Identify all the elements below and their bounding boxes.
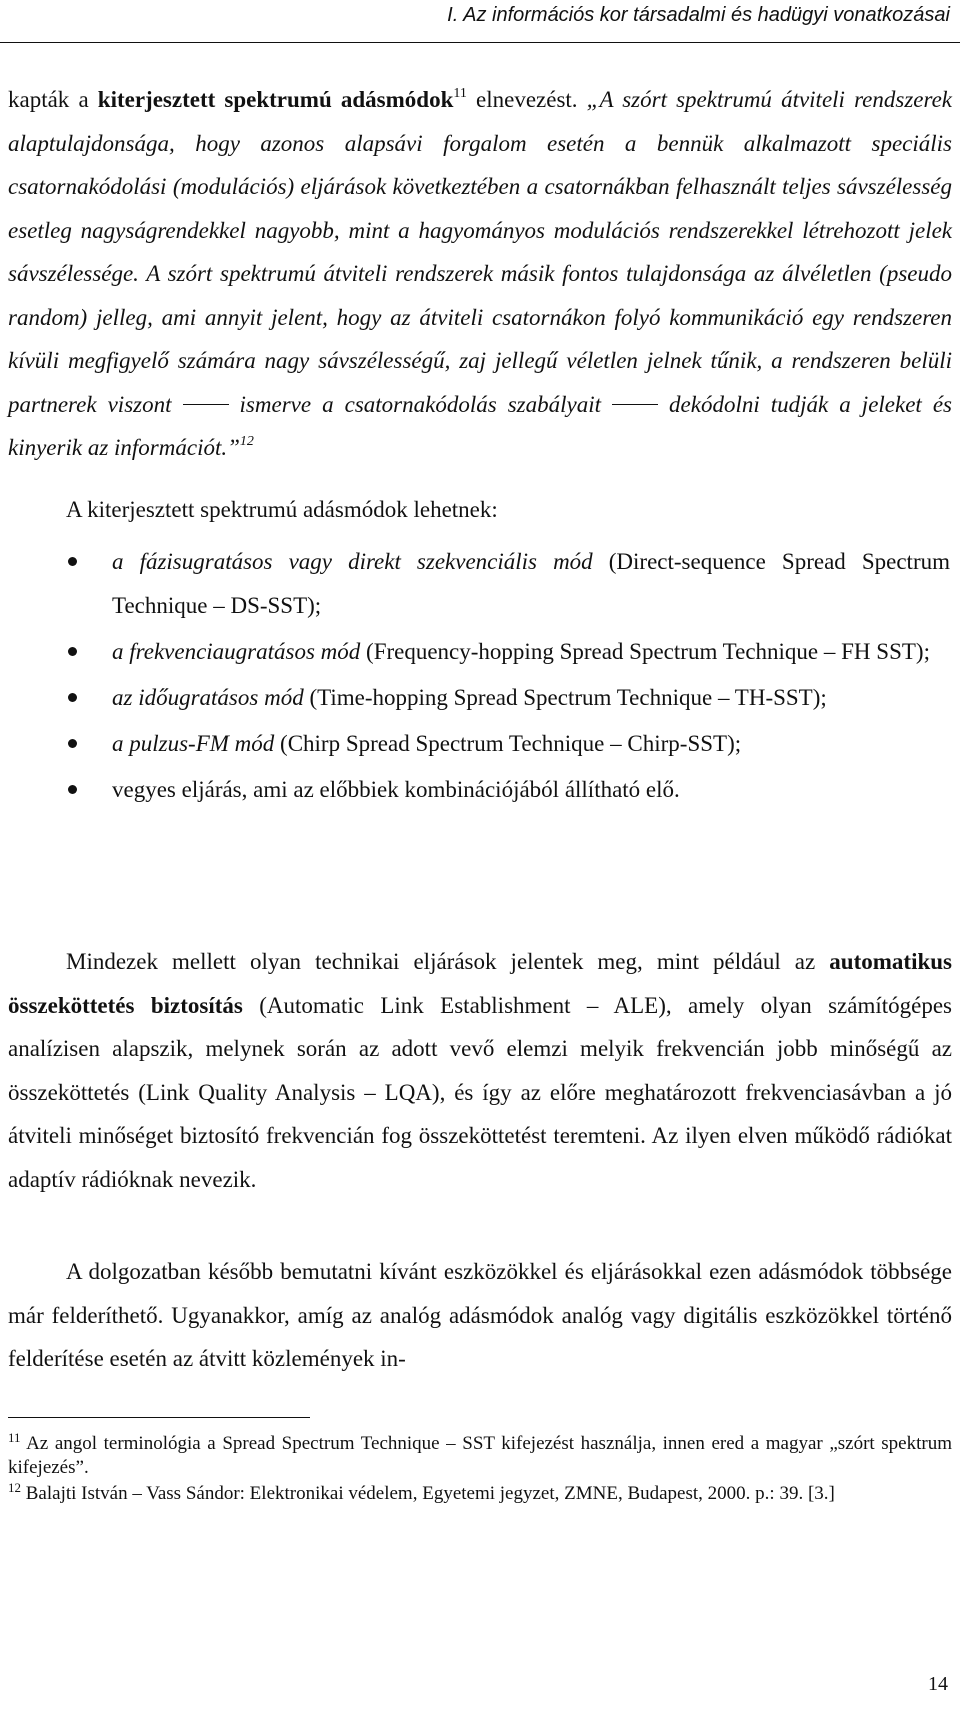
list-item-text: (Time-hopping Spread Spectrum Technique – TH-SST);	[303, 685, 827, 710]
list-item-term: a fázisugratásos vagy direkt szekvenciális mód	[112, 549, 593, 574]
list-item	[0, 722, 960, 766]
bullet-dot	[68, 739, 77, 748]
bold-term: kiterjesztett spektrumú adásmódok	[97, 87, 454, 112]
dash-line	[183, 404, 229, 405]
list-item-text: vegyes eljárás, ami az előbbiek kombinációjából állítható elő.	[112, 777, 680, 802]
footnote-text: Balajti István – Vass Sándor: Elektronikai védelem, Egyetemi jegyzet, ZMNE, Budapest, 2000. p.: 39. [3.]	[21, 1483, 835, 1504]
list-item	[0, 540, 960, 628]
quote-text: ismerve a csatornakódolás szabályait	[228, 391, 613, 417]
list-item-term: a pulzus-FM mód	[112, 731, 275, 756]
footnote-ref-11[interactable]: 11	[453, 86, 467, 101]
bold-term: automatikus összeköttetés biztosítás	[8, 949, 952, 1018]
running-header	[0, 0, 960, 42]
list-item	[0, 768, 960, 812]
list-item-text: (Chirp Spread Spectrum Technique – Chirp-SST);	[274, 731, 742, 756]
footnote-11	[8, 1432, 952, 1480]
paragraph-ale	[8, 940, 952, 1201]
list-item	[0, 676, 960, 720]
footnote-rule	[8, 1417, 310, 1418]
bullet-dot	[68, 647, 77, 656]
list-item-text: (Direct-sequence Spread Spectrum Technique – DS-SST);	[112, 549, 950, 618]
mode-list	[0, 540, 960, 814]
paragraph-spread-spectrum	[8, 78, 952, 470]
paragraph-detection: A dolgozatban később bemutatni kívánt eszközökkel és eljárásokkal ezen adásmódok többsége már felderíthető. Ugyanakkor, amíg az analóg adásmódok analóg vagy digitális eszközökkel történő felderítése esetén az átvitt közlemények in-	[8, 1259, 952, 1371]
quote-text: dekódolni tudják a jeleket és kinyerik az információt.”	[8, 391, 952, 460]
page-number: 14	[928, 1673, 948, 1695]
list-item-term: az időugratásos mód	[112, 685, 304, 710]
text-run: elnevezést.	[466, 87, 587, 112]
footnote-number: 11	[8, 1430, 21, 1445]
list-item	[0, 630, 960, 674]
bullet-dot	[68, 557, 77, 566]
running-header-title: I. Az információs kor társadalmi és hadügyi vonatkozásai	[447, 4, 950, 26]
footnote-number: 12	[8, 1480, 21, 1495]
footnote-ref-12[interactable]: 12	[239, 434, 254, 449]
footnote-12	[8, 1482, 952, 1506]
footnote-text: Az angol terminológia a Spread Spectrum Technique – SST kifejezést használja, innen ered a magyar „szórt spektrum kifejezés”.	[8, 1433, 952, 1478]
quote-text: „A szórt spektrumú átviteli rendszerek alaptulajdonsága, hogy azonos alapsávi forgalom esetén a bennük alkalmazott speciális csatornakódolási (modulációs) eljárások következtében a csatornákban felhasznált teljes sávszélesség esetleg nagyságrendekkel nagyobb, mint a hagyományos modulációs rendszerekkel létrehozott jelek sávszélessége. A szórt spektrumú átviteli rendszerek másik fontos tulajdonsága az álvéletlen (pseudo random) jelleg, ami annyit jelent, hogy az átviteli csatornákon folyó kommunikáció egy rendszeren kívüli megfigyelő számára nagy sávszélességű, zaj jellegű véletlen jelnek tűnik, a rendszeren belüli partnerek viszont	[8, 87, 952, 417]
footnotes	[8, 1432, 952, 1508]
bullet-dot	[68, 693, 77, 702]
list-intro: A kiterjesztett spektrumú adásmódok lehetnek:	[66, 497, 498, 522]
text-run: Mindezek mellett olyan technikai eljárások jelentek meg, mint például az	[66, 949, 830, 974]
text-run: kapták a	[8, 87, 98, 112]
list-item-text: (Frequency-hopping Spread Spectrum Technique – FH SST);	[360, 639, 930, 664]
dash-line	[612, 404, 658, 405]
list-item-term: a frekvenciaugratásos mód	[112, 639, 361, 664]
bullet-dot	[68, 785, 77, 794]
header-rule	[0, 42, 960, 43]
text-run: (Automatic Link Establishment – ALE), amely olyan számítógépes analízisen alapszik, melynek során az adott vevő elemzi melyik frekvencián jobb minőségű az összeköttetés (Link Quality Analysis – LQA), és így az előre meghatározott frekvenciasávban a jó átviteli minőséget biztosító frekvencián fog összeköttetést teremteni. Az ilyen elven működő rádiókat adaptív rádióknak nevezik.	[8, 992, 952, 1192]
